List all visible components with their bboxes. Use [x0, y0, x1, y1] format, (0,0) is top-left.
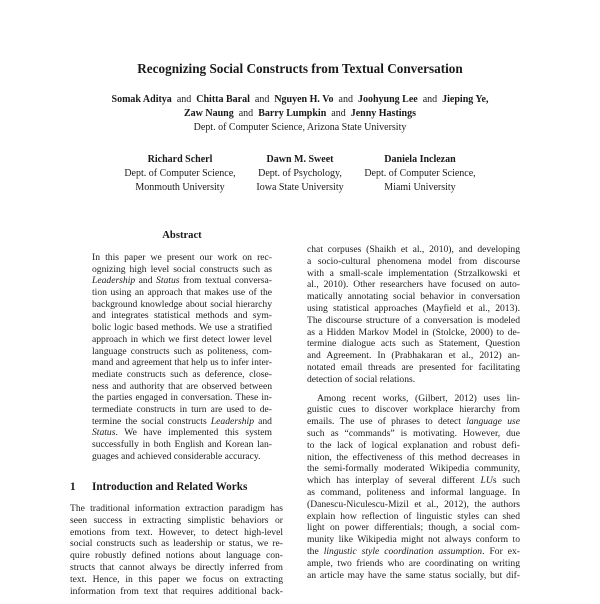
author-connector: and: [422, 94, 438, 105]
coauthor-dept: Dept. of Computer Science,: [364, 168, 476, 179]
author-name: Nguyen H. Vo: [274, 94, 334, 105]
text-line: guistic cues to discover workplace hierarchy from: [307, 404, 520, 416]
text-line: munity like Wikipedia might not always conform to: [307, 534, 520, 546]
text-line: detection of social relations.: [307, 373, 416, 385]
author-name: Jieping Ye,: [442, 94, 489, 105]
paragraph: [307, 244, 520, 386]
author-connector: and: [331, 108, 346, 119]
text-segment: emails. The use of phrases to detect: [307, 416, 467, 428]
abstract-body: [92, 252, 272, 469]
author-connector: and: [338, 94, 353, 105]
text-line: language constructs such as politeness, com-: [92, 345, 272, 357]
text-line: ognizing high level social constructs such as: [92, 263, 272, 275]
author-block: [0, 93, 600, 135]
text-line: [92, 427, 272, 439]
text-line: nition, the effectiveness of this method decreases in: [307, 451, 520, 463]
coauthor-block: [330, 153, 510, 195]
text-segment: and: [135, 275, 157, 287]
text-segment: from textual conversa-: [179, 275, 272, 287]
author-name: Barry Lumpkin: [258, 108, 327, 119]
text-line: mediate constructs such as deference, close-: [92, 368, 272, 380]
text-line: information from text that requires additional back-: [70, 585, 283, 597]
text-line: successfully in both English and Korean lan-: [92, 439, 272, 450]
italic-term: Leadership: [210, 415, 254, 427]
author-line-2: [0, 107, 600, 121]
author-connector: and: [238, 108, 254, 119]
text-line: [307, 546, 520, 558]
coauthor-name: Richard Scherl: [147, 154, 213, 165]
text-line: approach in which we first detect lower level: [92, 333, 272, 345]
paragraph: [307, 393, 520, 582]
text-line: using statistical approaches (Mayfield et al., 2013).: [307, 302, 520, 314]
intro-body: [70, 503, 283, 604]
text-line: quire robustly defined notions about language con-: [70, 550, 283, 562]
text-line: (Danescu-Niculescu-Mizil et al., 2012), the authors: [307, 498, 520, 510]
text-line: seen success in extracting simplistic behaviors or: [70, 514, 283, 526]
text-line: and integrates statistical methods and sym-: [92, 310, 272, 322]
coauthor-dept: Dept. of Computer Science,: [124, 168, 236, 179]
text-line: [307, 475, 520, 487]
section-heading: [70, 481, 283, 493]
text-line: [307, 416, 520, 428]
coauthor-university: Miami University: [384, 182, 456, 193]
text-line: an article may have the same status socially, but dif-: [307, 569, 520, 581]
text-line: matically annotating social behavior in conversation: [307, 291, 520, 303]
text-line: guages and achieved considerable accuracy.: [92, 450, 261, 462]
text-line: the semi-formally moderated Wikipedia community,: [307, 463, 520, 475]
author-name: Joohyung Lee: [357, 94, 418, 105]
text-segment: . For ex-: [482, 545, 520, 557]
text-line: [92, 416, 272, 428]
text-segment: and: [254, 415, 272, 427]
text-line: tion using an approach that makes use of the: [92, 287, 272, 299]
text-line: ample, two friends who are coordinating on writing: [307, 557, 520, 569]
author-name: Chitta Baral: [196, 94, 250, 105]
italic-term: Status: [156, 275, 180, 287]
text-segment: the: [307, 545, 324, 557]
italic-term: LU: [480, 475, 493, 487]
text-line: as a Hidden Markov Model in (Stolcke, 2000) to de-: [307, 326, 520, 338]
coauthor-name: Daniela Inclezan: [384, 154, 456, 165]
italic-term: Status: [92, 427, 116, 439]
text-segment: . We have implemented this system: [115, 427, 272, 439]
text-line: al., 2010). Other researchers have focused on auto-: [307, 279, 520, 291]
paper-title: Recognizing Social Constructs from Textual Conversation: [137, 61, 463, 76]
text-line: such as “commands” is motivating. However, due: [307, 427, 520, 439]
abstract-heading: Abstract: [162, 230, 202, 241]
coauthor-name: Dawn M. Sweet: [266, 154, 334, 165]
author-connector: and: [176, 94, 192, 105]
text-line: and Agreement. In (Prabhakaran et al., 2012) an-: [307, 350, 520, 362]
text-line: background knowledge about social hierarchy: [92, 298, 272, 310]
text-line: explain how reflection of linguistic styles can shed: [307, 510, 520, 522]
text-line: to the lack of logical explanation and robust defi-: [307, 439, 520, 451]
author-name: Zaw Naung: [183, 108, 234, 119]
text-line: notated email threads are presented for facilitating: [307, 361, 520, 373]
coauthor-university: Monmouth University: [135, 182, 225, 193]
text-line: a socio-cultural phenomena model from discourse: [307, 255, 520, 267]
text-line: light on power differentials; though, a social com-: [307, 522, 520, 534]
italic-term: Leadership: [92, 275, 136, 287]
text-line: chat corpuses (Shaikh et al., 2010), and developing: [307, 244, 520, 255]
text-line: Among recent works, (Gilbert, 2012) uses lin-: [317, 392, 520, 404]
author-affiliation: Dept. of Computer Science, Arizona State University: [193, 122, 407, 133]
text-line: ness and authority that are observed between: [92, 380, 272, 392]
author-name: Somak Aditya: [111, 94, 172, 105]
author-name: Jenny Hastings: [350, 108, 417, 119]
paragraph: [70, 503, 283, 597]
text-line: structs that cannot always be directly inferred from: [70, 561, 283, 573]
text-line: mand and agreement that help us to infer inter-: [92, 357, 272, 369]
coauthor-university: Iowa State University: [256, 182, 344, 193]
section-number: 1: [70, 481, 76, 493]
author-line-1: [0, 93, 600, 107]
text-line: In this paper we present our work on rec-: [92, 252, 272, 263]
italic-term: language use: [466, 416, 520, 428]
right-column-body: [307, 244, 520, 588]
text-segment: termine the social constructs: [92, 415, 211, 427]
text-line: bolic logic based methods. We use a stratified: [92, 322, 272, 334]
author-connector: and: [254, 94, 270, 105]
coauthor-dept: Dept. of Psychology,: [258, 168, 342, 179]
text-line: termine dialogue acts such as Statement, Question: [307, 338, 520, 350]
text-line: with a small-scale implementation (Strzalkowski et: [307, 267, 520, 279]
italic-term: lingustic style coordination assumption: [323, 545, 483, 557]
text-line: the parties engaged in conversation. These in-: [92, 392, 272, 404]
text-line: The traditional information extraction paradigm has: [70, 503, 283, 514]
text-segment: which has interplay of several different: [307, 475, 481, 487]
text-line: The discourse structure of a conversation is modeled: [307, 314, 520, 326]
text-line: [92, 275, 272, 287]
text-line: social constructs such as leadership or status, we re-: [70, 538, 283, 550]
text-line: as command, politeness and informal language. In: [307, 486, 520, 498]
text-segment: s such: [492, 475, 520, 487]
paragraph: [92, 252, 272, 462]
text-line: text. Hence, in this paper we focus on extracting: [70, 573, 283, 585]
text-line: termediate constructs in turn are used to de-: [92, 403, 272, 415]
section-title: Introduction and Related Works: [92, 481, 248, 493]
text-line: emotions from text. However, to detect high-level: [70, 526, 283, 538]
